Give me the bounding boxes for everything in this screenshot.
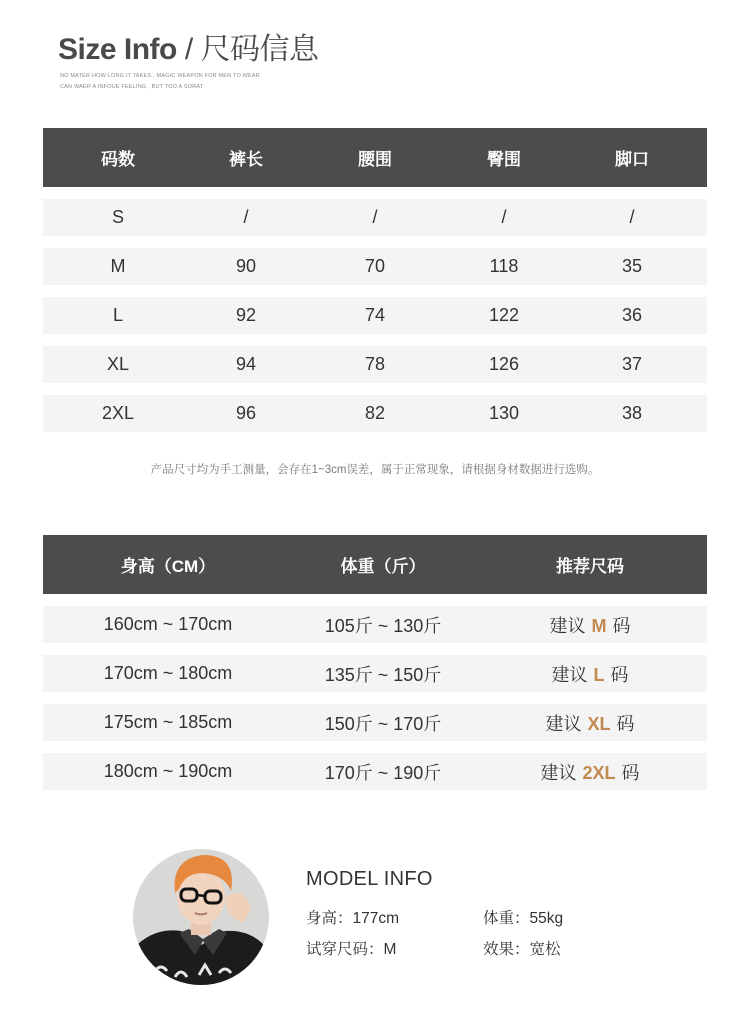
table-cell: 122 xyxy=(488,305,520,325)
recommend-suffix: 码 xyxy=(610,664,629,685)
table-cell: 36 xyxy=(621,305,643,325)
table-cell: XL xyxy=(106,354,130,374)
table-cell: 37 xyxy=(621,354,643,374)
table-cell: 78 xyxy=(364,354,386,374)
column-header: 腰围 xyxy=(358,150,392,169)
table-cell: / xyxy=(629,207,635,227)
column-header: 推荐尺码 xyxy=(556,557,624,576)
recommend-cell xyxy=(473,759,707,785)
column-header: 裤长 xyxy=(229,150,263,169)
recommend-table xyxy=(43,535,707,790)
table-row xyxy=(43,346,707,383)
table-cell: 74 xyxy=(364,305,386,325)
weight-cell: 135斤 ~ 150斤 xyxy=(324,664,442,685)
table-cell: 70 xyxy=(364,256,386,276)
measurement-note: 产品尺寸均为手工测量，会存在1~3cm误差，属于正常现象，请根据身材数据进行选购。 xyxy=(150,464,600,476)
table-cell: 92 xyxy=(235,305,257,325)
size-table-header xyxy=(43,128,707,187)
weight-cell: 170斤 ~ 190斤 xyxy=(324,762,442,783)
recommend-size: M xyxy=(591,615,607,636)
table-cell: 130 xyxy=(488,403,520,423)
recommend-suffix: 码 xyxy=(612,615,631,636)
title-chinese: / 尺码信息 xyxy=(184,33,319,66)
table-row xyxy=(43,704,707,741)
recommend-size: XL xyxy=(587,713,611,734)
title-english: Size Info xyxy=(58,33,177,66)
page-title xyxy=(58,24,319,68)
subtitle-line: NO MATER HOW LONG IT TAKES , MAGIC WEAPON FOR MEN TO WEAR xyxy=(60,73,260,79)
table-cell: 118 xyxy=(489,256,519,276)
table-row xyxy=(43,753,707,790)
height-cell: 160cm ~ 170cm xyxy=(103,614,233,634)
recommend-table-header xyxy=(43,535,707,594)
recommend-prefix: 建议 xyxy=(540,762,577,783)
table-cell: L xyxy=(112,305,123,325)
recommend-cell xyxy=(473,661,707,687)
model-height: 身高：177cm xyxy=(306,910,400,927)
recommend-suffix: 码 xyxy=(616,713,635,734)
table-cell: 90 xyxy=(235,256,257,276)
table-cell: M xyxy=(110,256,126,276)
table-cell: 94 xyxy=(235,354,257,374)
subtitle xyxy=(60,71,260,93)
size-table xyxy=(43,128,707,432)
weight-cell: 105斤 ~ 130斤 xyxy=(324,615,442,636)
column-header: 身高（CM） xyxy=(120,557,216,576)
recommend-cell xyxy=(473,710,707,736)
table-row xyxy=(43,655,707,692)
height-cell: 180cm ~ 190cm xyxy=(103,761,233,781)
recommend-prefix: 建议 xyxy=(545,713,582,734)
table-row xyxy=(43,248,707,285)
height-cell: 170cm ~ 180cm xyxy=(103,663,233,683)
height-cell: 175cm ~ 185cm xyxy=(103,712,233,732)
column-header: 脚口 xyxy=(615,150,649,169)
recommend-suffix: 码 xyxy=(621,762,640,783)
model-avatar xyxy=(133,849,269,985)
recommend-cell xyxy=(473,612,707,638)
table-row xyxy=(43,395,707,432)
table-cell: 2XL xyxy=(101,403,135,423)
model-weight: 体重：55kg xyxy=(483,910,564,927)
subtitle-line: CAN WAER A INFOUE FEELING , BUT TOO A SORAT xyxy=(60,84,204,90)
table-cell: / xyxy=(243,207,249,227)
recommend-prefix: 建议 xyxy=(549,615,586,636)
table-row xyxy=(43,606,707,643)
recommend-size: L xyxy=(593,664,605,685)
column-header: 臀围 xyxy=(487,150,521,169)
model-info-title: MODEL INFO xyxy=(306,868,433,890)
recommend-prefix: 建议 xyxy=(551,664,588,685)
table-cell: 38 xyxy=(621,403,643,423)
column-header: 码数 xyxy=(101,150,135,169)
weight-cell: 150斤 ~ 170斤 xyxy=(324,713,442,734)
table-cell: / xyxy=(501,207,507,227)
model-effect: 效果：宽松 xyxy=(483,941,561,958)
column-header: 体重（斤） xyxy=(340,557,426,576)
table-cell: S xyxy=(111,207,124,227)
table-cell: 126 xyxy=(488,354,520,374)
table-cell: 82 xyxy=(364,403,386,423)
table-cell: 96 xyxy=(235,403,257,423)
recommend-size: 2XL xyxy=(582,762,616,783)
model-photo xyxy=(133,849,269,985)
table-cell: 35 xyxy=(621,256,643,276)
table-row xyxy=(43,297,707,334)
table-cell: / xyxy=(372,207,378,227)
model-size: 试穿尺码：M xyxy=(306,941,397,958)
table-row xyxy=(43,199,707,236)
